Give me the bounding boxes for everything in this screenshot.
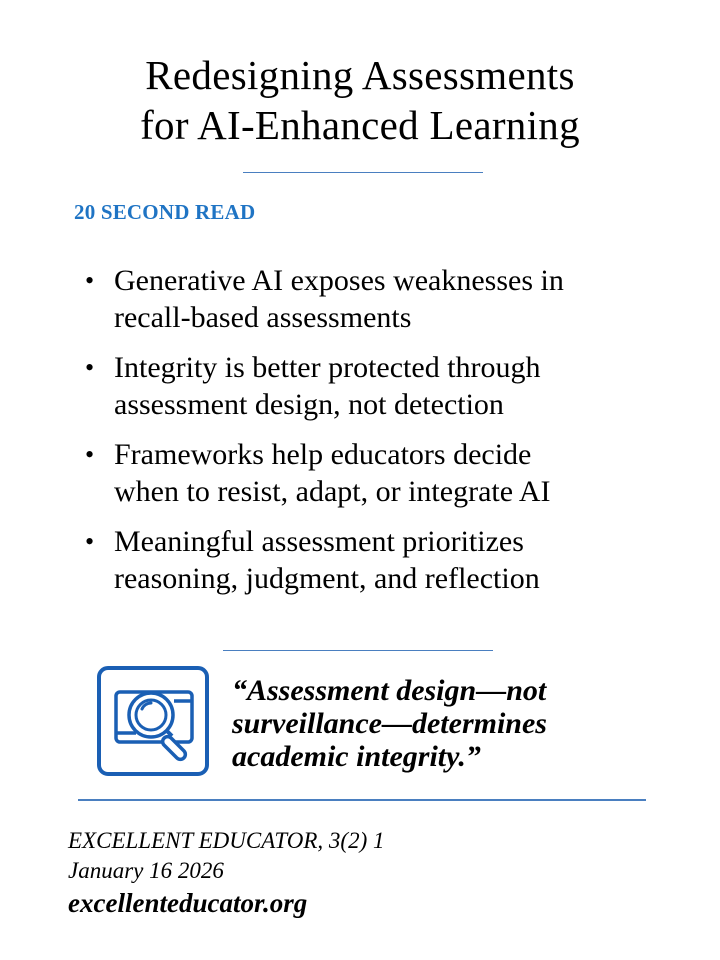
citation: EXCELLENT EDUCATOR, 3(2) 1 xyxy=(68,828,385,853)
page-title xyxy=(0,50,720,150)
section-divider xyxy=(223,650,493,651)
read-time-label: 20 SECOND READ xyxy=(74,200,256,224)
bullet-icon: • xyxy=(85,266,95,295)
footer-divider xyxy=(78,799,646,801)
title-line-2: for AI-Enhanced Learning xyxy=(140,102,580,148)
magnifier-over-document-icon xyxy=(96,665,210,777)
key-points-list xyxy=(85,262,665,610)
publication-date: January 16 2026 xyxy=(68,858,224,883)
list-item: • Generative AI exposes weaknesses in recall-based assessments xyxy=(85,264,564,334)
footer xyxy=(68,826,385,920)
list-item: • Frameworks help educators decide when to resist, adapt, or integrate AI xyxy=(85,438,551,508)
list-item: • Meaningful assessment prioritizes reasoning, judgment, and reflection xyxy=(85,525,540,595)
pull-quote: “Assessment design—not surveillance—determines academic integrity.” xyxy=(232,674,547,773)
title-divider xyxy=(243,172,483,173)
title-line-1: Redesigning Assessments xyxy=(145,52,575,98)
bullet-icon: • xyxy=(85,527,95,556)
website-link[interactable]: excellenteducator.org xyxy=(68,888,308,918)
bullet-icon: • xyxy=(85,353,95,382)
bullet-icon: • xyxy=(85,440,95,469)
list-item: • Integrity is better protected through assessment design, not detection xyxy=(85,351,541,421)
